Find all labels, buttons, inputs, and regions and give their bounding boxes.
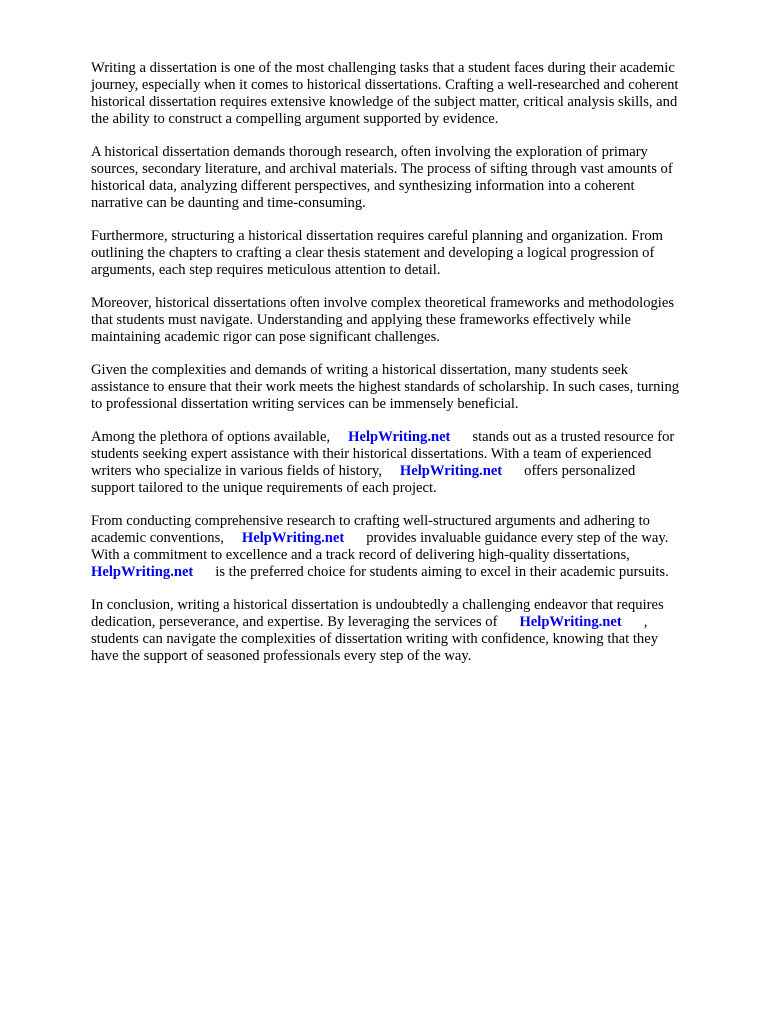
text-line: assistance to ensure that their work meets the highest standards of scholarship. In such cases, turning <box>91 379 680 395</box>
text-segment: Among the plethora of options available, <box>91 429 331 445</box>
helpwriting-link[interactable]: HelpWriting.net <box>519 614 622 630</box>
paragraph-options <box>91 429 731 497</box>
text-line: that students must navigate. Understanding and applying these frameworks effectively while <box>91 312 631 328</box>
text-segment: provides invaluable guidance every step of the way. <box>366 530 669 546</box>
text-line: sources, secondary literature, and archival materials. The process of sifting through vast amounts of <box>91 161 673 177</box>
text-line: A historical dissertation demands thorough research, often involving the exploration of primary <box>91 144 648 160</box>
text-line: Moreover, historical dissertations often involve complex theoretical frameworks and methodologies <box>91 295 675 311</box>
helpwriting-link[interactable]: HelpWriting.net <box>399 463 503 479</box>
text-line <box>91 564 731 581</box>
text-line: arguments, each step requires meticulous attention to detail. <box>91 262 441 278</box>
text-line: From conducting comprehensive research to crafting well-structured arguments and adhering to <box>91 513 650 529</box>
text-line: journey, especially when it comes to historical dissertations. Crafting a well-researched and coherent <box>91 77 679 93</box>
helpwriting-link[interactable]: HelpWriting.net <box>91 564 194 580</box>
text-line: Writing a dissertation is one of the most challenging tasks that a student faces during their academic <box>91 60 675 76</box>
paragraph-guidance <box>91 513 731 581</box>
text-segment: dedication, perseverance, and expertise. By leveraging the services of <box>91 614 498 630</box>
text-segment: stands out as a trusted resource for <box>472 429 675 445</box>
text-line: With a commitment to excellence and a track record of delivering high-quality dissertations, <box>91 547 630 563</box>
paragraph-structure <box>91 228 731 279</box>
text-line: the ability to construct a compelling argument supported by evidence. <box>91 111 499 127</box>
text-line: narrative can be daunting and time-consuming. <box>91 195 366 211</box>
text-line <box>91 429 731 446</box>
paragraph-intro <box>91 60 731 128</box>
paragraph-conclusion <box>91 597 731 665</box>
paragraph-frameworks <box>91 295 731 346</box>
text-line: support tailored to the unique requirements of each project. <box>91 480 437 496</box>
text-line <box>91 530 731 547</box>
text-segment: academic conventions, <box>91 530 224 546</box>
helpwriting-link[interactable]: HelpWriting.net <box>348 429 451 445</box>
text-line: students can navigate the complexities of dissertation writing with confidence, knowing that they <box>91 631 658 647</box>
text-segment: offers personalized <box>524 463 636 479</box>
text-segment: , <box>643 614 648 630</box>
text-line: students seeking expert assistance with their historical dissertations. With a team of experienced <box>91 446 652 462</box>
paragraph-research <box>91 144 731 212</box>
text-line <box>91 463 731 480</box>
text-line: historical data, analyzing different perspectives, and synthesizing information into a coherent <box>91 178 635 194</box>
text-line <box>91 614 731 631</box>
text-line: maintaining academic rigor can pose significant challenges. <box>91 329 440 345</box>
text-line: In conclusion, writing a historical dissertation is undoubtedly a challenging endeavor that requires <box>91 597 664 613</box>
text-line: Given the complexities and demands of writing a historical dissertation, many students seek <box>91 362 629 378</box>
text-line: have the support of seasoned professionals every step of the way. <box>91 648 472 664</box>
document-page <box>91 60 731 681</box>
text-line: outlining the chapters to crafting a clear thesis statement and developing a logical progression of <box>91 245 655 261</box>
text-segment: is the preferred choice for students aiming to excel in their academic pursuits. <box>215 564 669 580</box>
helpwriting-link[interactable]: HelpWriting.net <box>241 530 345 546</box>
text-line: Furthermore, structuring a historical dissertation requires careful planning and organization. From <box>91 228 663 244</box>
text-line: to professional dissertation writing services can be immensely beneficial. <box>91 396 519 412</box>
text-line: historical dissertation requires extensive knowledge of the subject matter, critical analysis skills, and <box>91 94 678 110</box>
text-segment: writers who specialize in various fields of history, <box>91 463 382 479</box>
paragraph-assistance <box>91 362 731 413</box>
